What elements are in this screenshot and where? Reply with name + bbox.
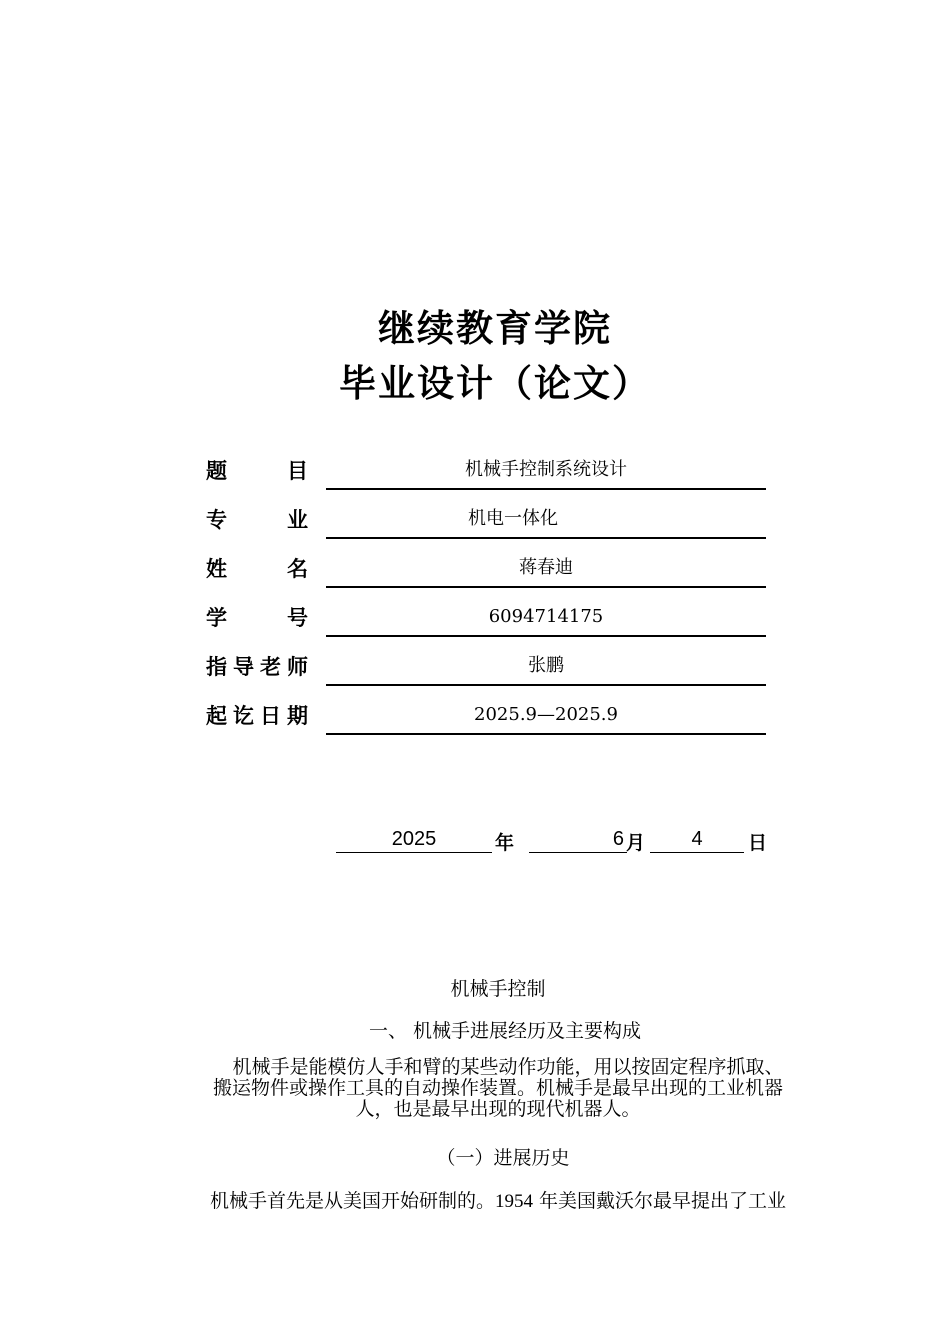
field-value-advisor: 张鹏 (326, 648, 766, 686)
label-char: 学 (206, 605, 227, 630)
label-char: 号 (287, 605, 308, 630)
paragraph-line: 搬运物件或操作工具的自动操作装置。机械手是最早出现的工业机器 (212, 1077, 783, 1099)
date-month: 6 (529, 826, 627, 853)
body-heading: 机械手控制 (450, 978, 546, 1000)
field-label-student-id (206, 602, 308, 632)
label-char: 指 (206, 654, 227, 679)
label-char: 讫 (233, 703, 254, 728)
label-char: 日 (260, 703, 281, 728)
paragraph-1 (150, 1057, 846, 1120)
label-char: 专 (206, 507, 227, 532)
field-row-period (206, 697, 766, 746)
subsection-heading: （一）进展历史 (436, 1147, 570, 1169)
label-char: 师 (287, 654, 308, 679)
field-row-title (206, 452, 766, 501)
date-day: 4 (650, 826, 744, 853)
label-char: 目 (287, 458, 308, 483)
label-char: 老 (260, 654, 281, 679)
paragraph-2 (150, 1186, 846, 1213)
label-char: 起 (206, 703, 227, 728)
paragraph-line: 机械手是能模仿人手和臂的某些动作功能，用以按固定程序抓取、 (232, 1056, 784, 1078)
section-heading: 一、 机械手进展经历及主要构成 (368, 1020, 642, 1042)
label-char: 导 (233, 654, 254, 679)
date-day-unit: 日 (748, 832, 768, 854)
document-type-title: 毕业设计（论文） (339, 361, 651, 405)
field-label-name (206, 553, 308, 583)
field-label-title (206, 455, 308, 485)
field-value-title: 机械手控制系统设计 (326, 452, 766, 490)
field-row-name (206, 550, 766, 599)
paragraph-text: 年美国戴沃尔最早提出了工业 (532, 1190, 787, 1212)
date-year: 2025 (336, 826, 492, 853)
date-month-unit: 月 (626, 832, 646, 854)
date-year-unit: 年 (495, 832, 515, 854)
label-char: 期 (287, 703, 308, 728)
field-label-major (206, 504, 308, 534)
label-char: 姓 (206, 556, 227, 581)
field-row-student-id (206, 599, 766, 648)
label-char: 题 (206, 458, 227, 483)
paragraph-text: 机械手首先是从美国开始研制的。 (209, 1190, 495, 1212)
submission-date (336, 826, 776, 856)
field-row-major (206, 501, 766, 550)
field-label-period (206, 700, 308, 730)
field-value-major: 机电一体化 (326, 501, 766, 539)
field-label-advisor (206, 651, 308, 681)
field-row-advisor (206, 648, 766, 697)
label-char: 名 (287, 556, 308, 581)
field-value-period: 2025.9—2025.9 (326, 697, 766, 735)
paragraph-year: 1954 (494, 1191, 533, 1212)
field-value-name: 蒋春迪 (326, 550, 766, 588)
paragraph-line: 人，也是最早出现的现代机器人。 (355, 1098, 641, 1120)
label-char: 业 (287, 507, 308, 532)
institution-title: 继续教育学院 (378, 306, 612, 350)
field-value-student-id: 6094714175 (326, 599, 766, 637)
